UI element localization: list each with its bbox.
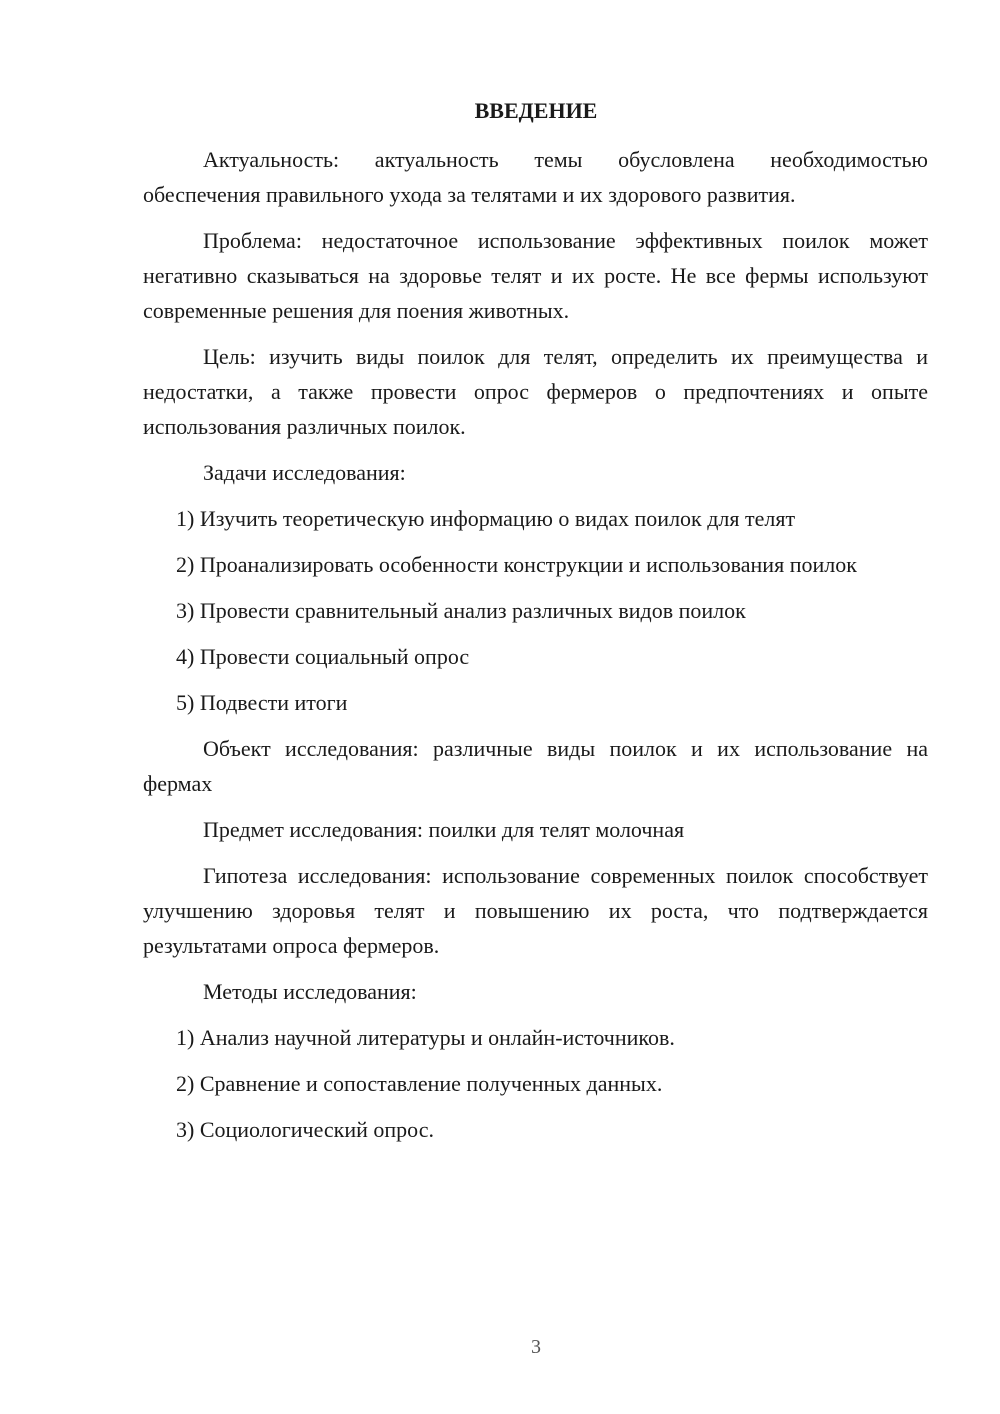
paragraph-object: Объект исследования: различные виды поилок и их использование на фермах — [143, 736, 928, 796]
methods-heading: Методы исследования: — [203, 979, 417, 1004]
body-text — [143, 142, 928, 1158]
method-item: 1) Анализ научной литературы и онлайн-источников. — [176, 1025, 675, 1050]
method-item: 2) Сравнение и сопоставление полученных данных. — [176, 1071, 663, 1096]
paragraph-relevance: Актуальность: актуальность темы обусловлена необходимостью обеспечения правильного ухода за телятами и их здорового развития. — [143, 147, 928, 207]
task-item: 3) Провести сравнительный анализ различных видов поилок — [176, 598, 746, 623]
paragraph-subject: Предмет исследования: поилки для телят молочная — [203, 817, 685, 842]
paragraph-hypothesis: Гипотеза исследования: использование современных поилок способствует улучшению здоровья телят и повышению их роста, что подтверждается результатами опроса фермеров. — [143, 863, 928, 958]
task-item: 5) Подвести итоги — [176, 690, 348, 715]
task-item: 4) Провести социальный опрос — [176, 644, 470, 669]
method-item: 3) Социологический опрос. — [176, 1117, 434, 1142]
paragraph-goal: Цель: изучить виды поилок для телят, определить их преимущества и недостатки, а также провести опрос фермеров о предпочтениях и опыте использования различных поилок. — [143, 344, 928, 439]
task-item: 2) Проанализировать особенности конструкции и использования поилок — [176, 552, 857, 577]
page-number: 3 — [531, 1336, 541, 1358]
task-item: 1) Изучить теоретическую информацию о видах поилок для телят — [176, 506, 796, 531]
page-title: ВВЕДЕНИЕ — [474, 98, 598, 123]
tasks-heading: Задачи исследования: — [203, 460, 406, 485]
paragraph-problem: Проблема: недостаточное использование эффективных поилок может негативно сказываться на здоровье телят и их росте. Не все фермы используют современные решения для поения животных. — [143, 228, 928, 323]
